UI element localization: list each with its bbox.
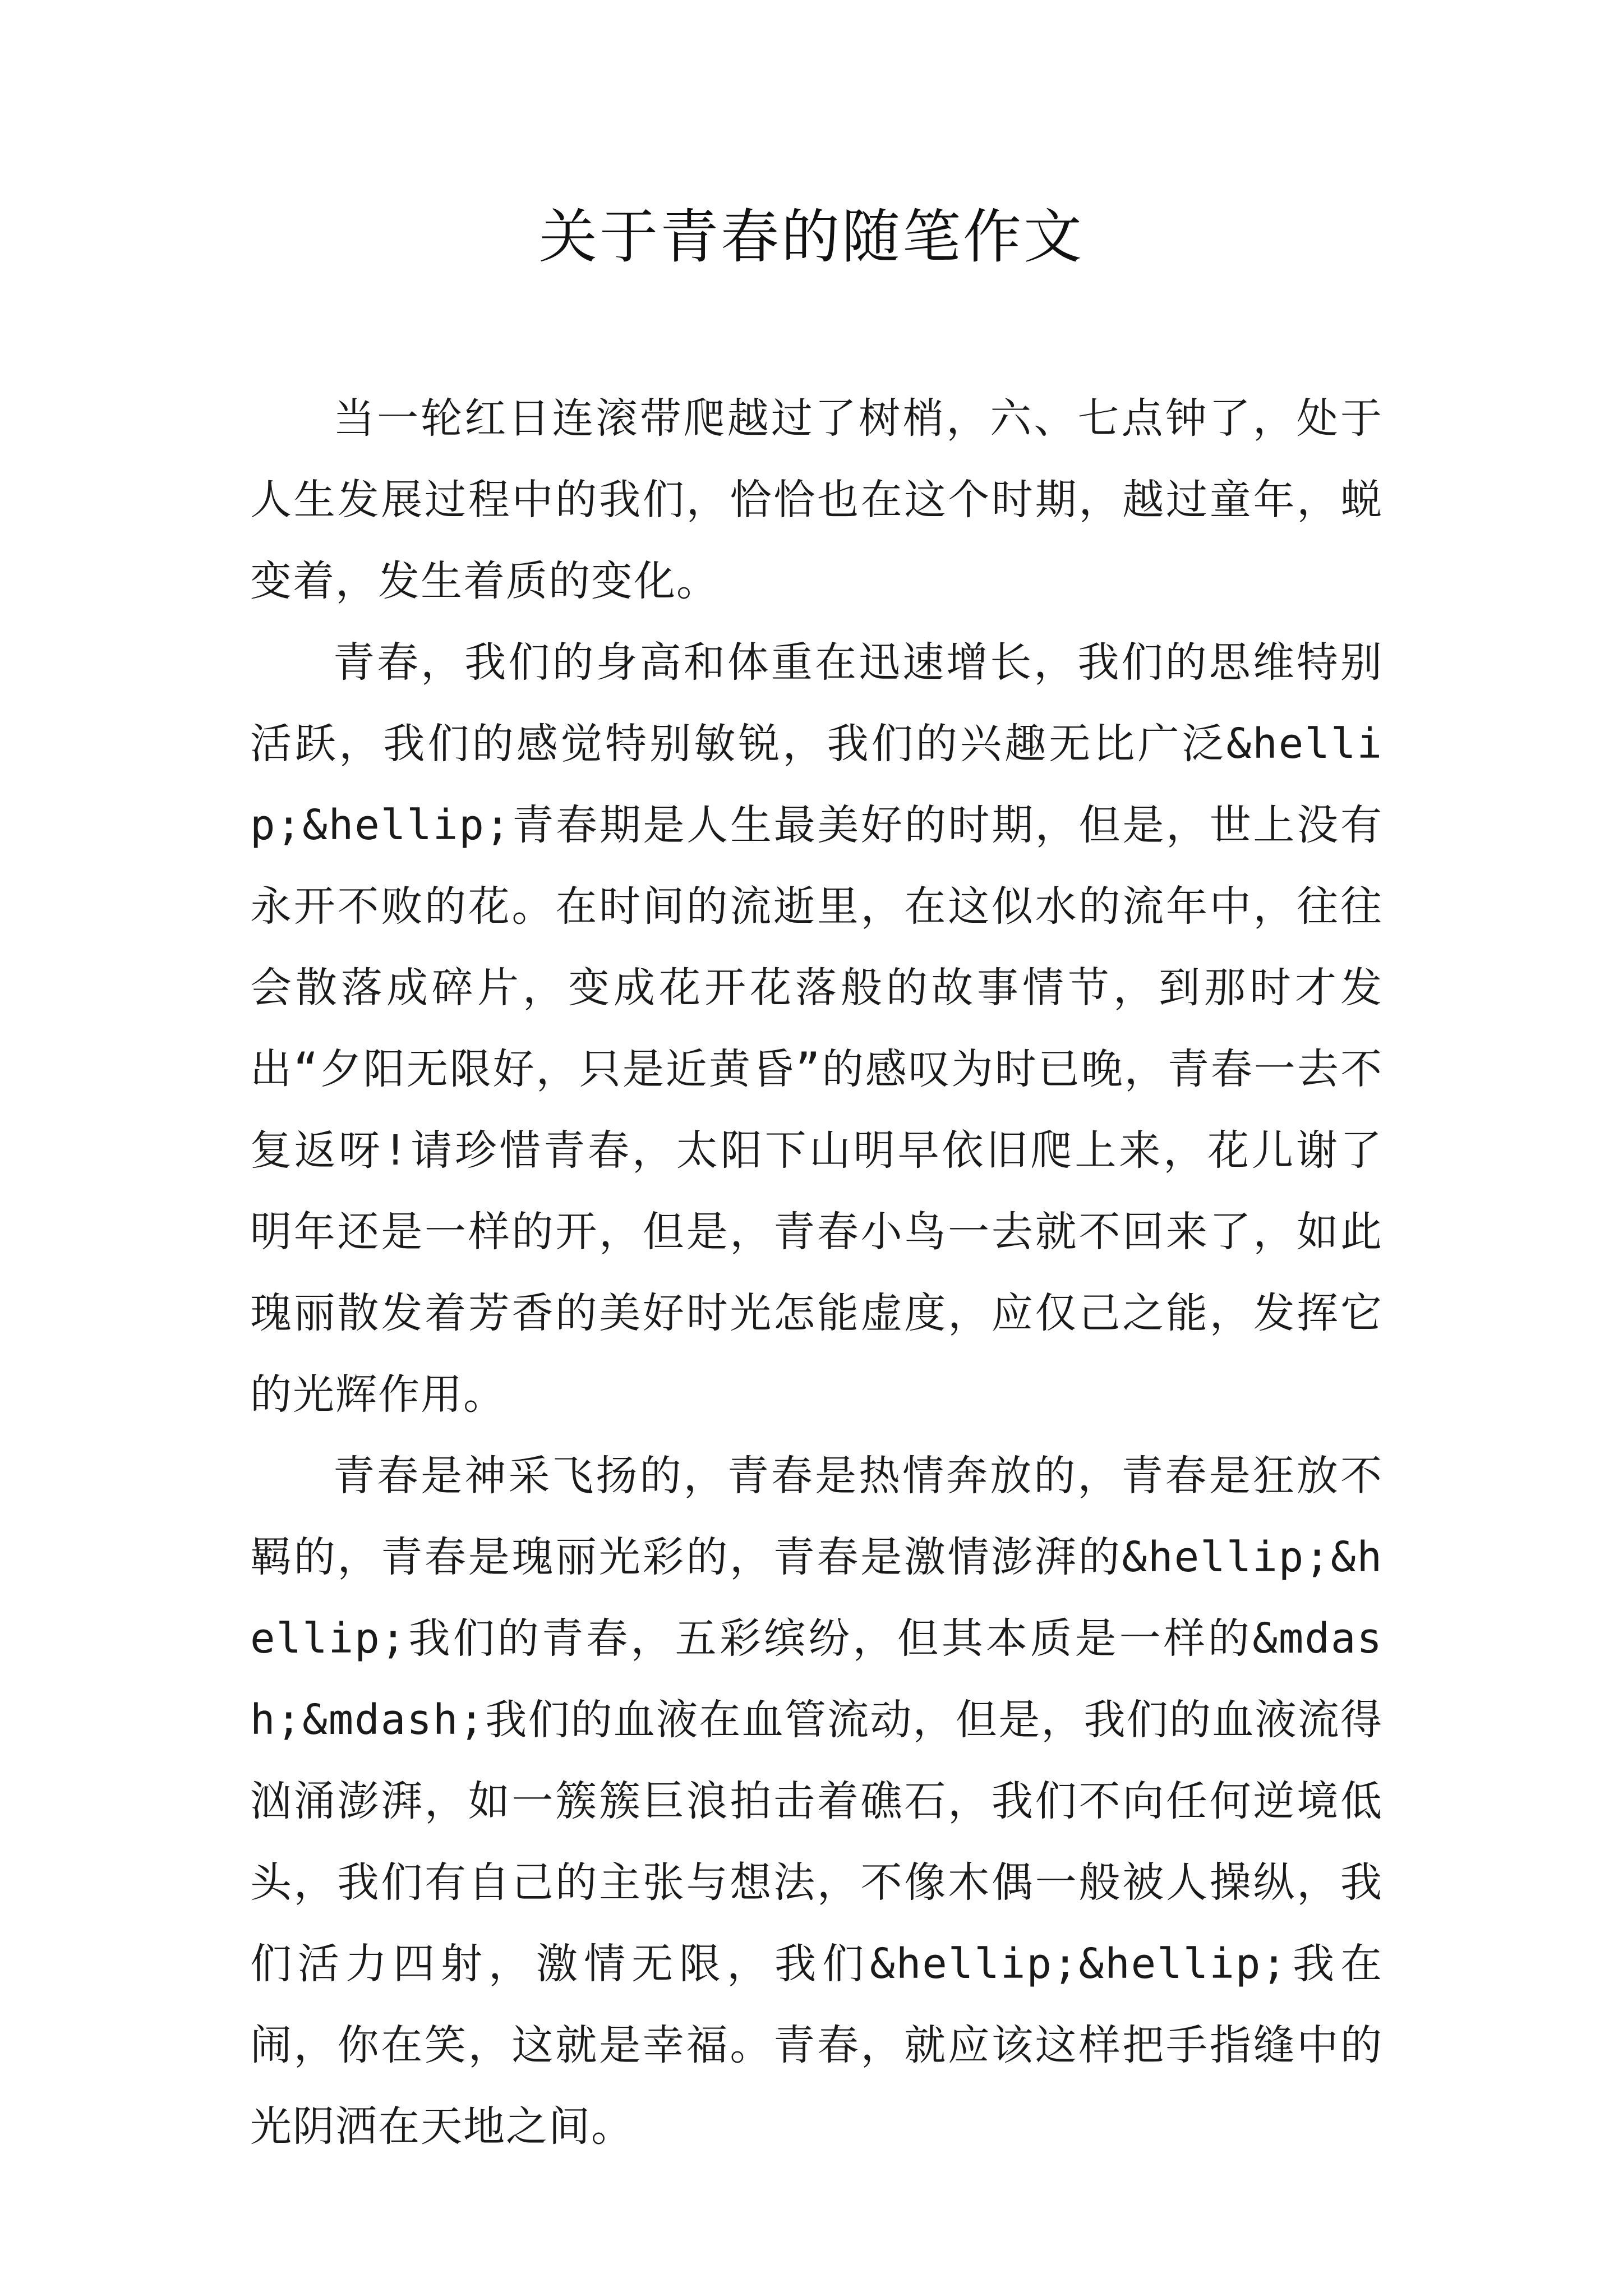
document-body: [250, 378, 1383, 2168]
paragraph: 青春是神采飞扬的，青春是热情奔放的，青春是狂放不羁的，青春是瑰丽光彩的，青春是激情澎湃的&hellip;&hellip;我们的青春，五彩缤纷，但其本质是一样的&mdash;&mdash;我们的血液在血管流动，但是，我们的血液流得汹涌澎湃，如一簇簇巨浪拍击着礁石，我们不向任何逆境低头，我们有自己的主张与想法，不像木偶一般被人操纵，我们活力四射，激情无限，我们&hellip;&hellip;我在闹，你在笑，这就是幸福。青春，就应该这样把手指缝中的光阴洒在天地之间。: [250, 1452, 1383, 2151]
paragraph: 青春，我们的身高和体重在迅速增长，我们的思维特别活跃，我们的感觉特别敏锐，我们的兴趣无比广泛&hellip;&hellip;青春期是人生最美好的时期，但是，世上没有永开不败的花。在时间的流逝里，在这似水的流年中，往往会散落成碎片，变成花开花落般的故事情节，到那时才发出“夕阳无限好，只是近黄昏”的感叹为时已晚，青春一去不复返呀!请珍惜青春，太阳下山明早依旧爬上来，花儿谢了明年还是一样的开，但是，青春小鸟一去就不回来了，如此瑰丽散发着芳香的美好时光怎能虚度，应仅己之能，发挥它的光辉作用。: [250, 638, 1383, 1419]
document-title: 关于青春的随笔作文: [538, 203, 1084, 271]
paragraph: 当一轮红日连滚带爬越过了树梢，六、七点钟了，处于人生发展过程中的我们，恰恰也在这个时期，越过童年，蜕变着，发生着质的变化。: [250, 394, 1383, 605]
